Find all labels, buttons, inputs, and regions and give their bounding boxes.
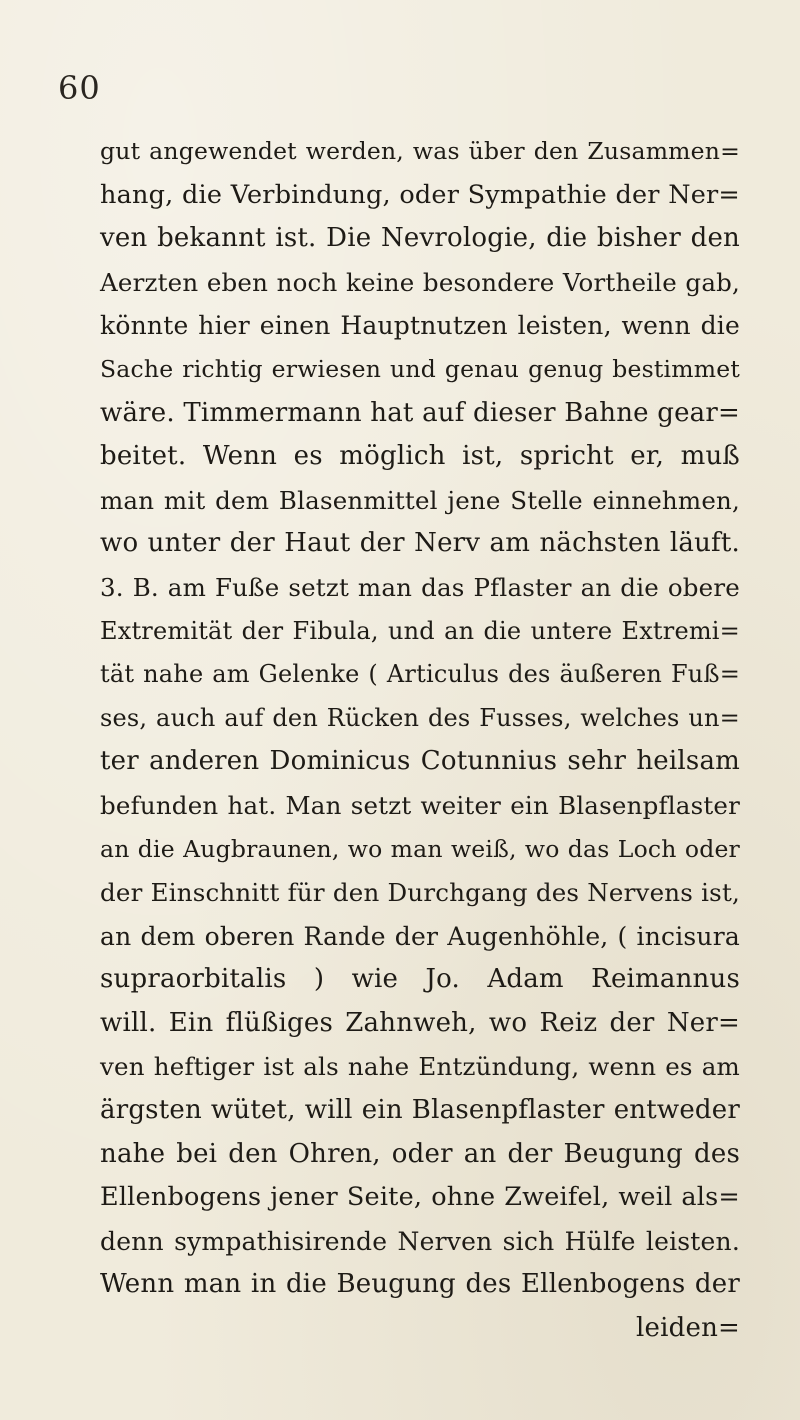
catchword: leiden= — [636, 1313, 740, 1344]
text-line: will. Ein flüßiges Zahnweh, wo Reiz der Ner= — [100, 1007, 740, 1038]
text-line: ses, auch auf den Rücken des Fusses, welches un= — [100, 703, 740, 732]
page-number: 60 — [58, 69, 101, 107]
text-line: gut angewendet werden, was über den Zusammen= — [100, 137, 740, 165]
text-line: an die Augbraunen, wo man weiß, wo das Loch oder — [100, 834, 740, 863]
text-line: beitet. Wenn es möglich ist, spricht er, muß — [100, 441, 740, 472]
text-line: der Einschnitt für den Durchgang des Nervens ist, — [100, 878, 740, 908]
text-line: ärgsten wütet, will ein Blasenpflaster entweder — [100, 1095, 740, 1126]
text-line: Sache richtig erwiesen und genau genug bestimmet — [100, 354, 740, 383]
text-line: wäre. Timmermann hat auf dieser Bahne gear= — [100, 397, 740, 428]
text-line: ven heftiger ist als nahe Entzündung, wenn es am — [100, 1052, 740, 1082]
text-line: tät nahe am Gelenke ( Articulus des äußeren Fuß= — [100, 660, 740, 689]
text-line: befunden hat. Man setzt weiter ein Blasenpflaster — [100, 790, 740, 820]
text-line: Aerzten eben noch keine besondere Vortheile gab, — [100, 267, 740, 297]
text-line: Ellenbogens jener Seite, ohne Zweifel, weil als= — [100, 1182, 740, 1213]
text-line: man mit dem Blasenmittel jene Stelle einnehmen, — [100, 485, 740, 515]
text-line: an dem oberen Rande der Augenhöhle, ( incisura — [100, 921, 740, 951]
text-line: Extremität der Fibula, und an die untere Extremi= — [100, 616, 740, 645]
text-line: ven bekannt ist. Die Nevrologie, die bisher den — [100, 223, 740, 254]
text-line: nahe bei den Ohren, oder an der Beugung des — [100, 1138, 740, 1169]
text-line: Wenn man in die Beugung des Ellenbogens der — [100, 1269, 740, 1300]
text-line: supraorbitalis ) wie Jo. Adam Reimannus — [100, 964, 740, 995]
text-line: könnte hier einen Hauptnutzen leisten, wenn die — [100, 311, 740, 341]
text-line: wo unter der Haut der Nerv am nächsten läuft. — [100, 528, 740, 559]
text-line: denn sympathisirende Nerven sich Hülfe leisten. — [100, 1226, 740, 1256]
text-line: 3. B. am Fuße setzt man das Pflaster an die obere — [100, 572, 740, 602]
text-line: hang, die Verbindung, oder Sympathie der Ner= — [100, 179, 740, 210]
text-line: ter anderen Dominicus Cotunnius sehr heilsam — [100, 746, 740, 777]
body-text — [100, 130, 740, 1351]
